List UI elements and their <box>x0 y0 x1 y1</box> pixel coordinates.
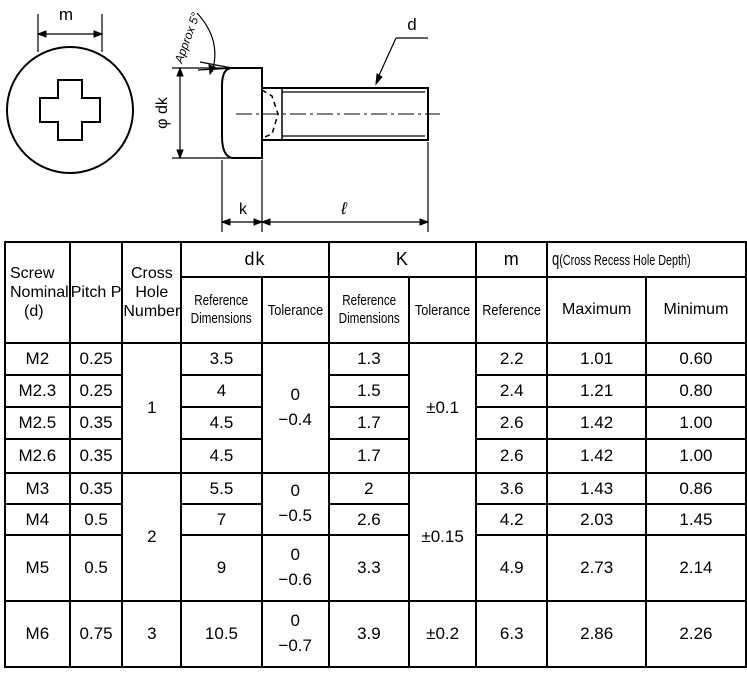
cell-dk: 5.5 <box>181 473 261 504</box>
cell-m: 2.6 <box>476 407 547 439</box>
cell-nominal: M2 <box>5 343 70 375</box>
cell-pitch: 0.35 <box>70 407 123 439</box>
cell-q-min: 1.00 <box>646 439 746 473</box>
cell-q-min: 2.26 <box>646 601 746 667</box>
screw-side-view <box>172 13 440 232</box>
cell-k: 3.9 <box>329 601 409 667</box>
dk-dimension-label: φ dk <box>154 97 171 129</box>
header-m-reference-text: Reference <box>482 302 542 320</box>
header-q-minimum: Minimum <box>646 277 746 343</box>
cell-pitch: 0.5 <box>70 504 123 535</box>
cell-q-max: 1.43 <box>547 473 646 504</box>
cell-q-max: 2.03 <box>547 504 646 535</box>
cell-dk: 9 <box>181 535 261 601</box>
header-k-reference-line1: Reference <box>341 292 396 310</box>
cell-nominal: M5 <box>5 535 70 601</box>
cell-pitch: 0.35 <box>70 439 123 473</box>
cell-q-max: 2.86 <box>547 601 646 667</box>
header-q <box>547 242 746 277</box>
header-screw-nominal <box>5 242 70 343</box>
cell-dk-tolerance-upper: 0 <box>290 481 300 501</box>
header-m-reference <box>476 277 547 343</box>
cell-dk: 4 <box>181 375 261 407</box>
cell-dk-tolerance-lower: −0.5 <box>278 506 312 525</box>
cell-nominal: M3 <box>5 473 70 504</box>
cell-k-tolerance: ±0.15 <box>409 473 476 601</box>
cell-q-min: 2.14 <box>646 535 746 601</box>
cell-nominal: M4 <box>5 504 70 535</box>
cell-dk: 10.5 <box>181 601 261 667</box>
table-row <box>5 439 746 473</box>
cell-pitch: 0.25 <box>70 343 123 375</box>
cell-pitch: 0.5 <box>70 535 123 601</box>
cell-k: 1.3 <box>329 343 409 375</box>
header-dk-tolerance <box>262 277 329 343</box>
cell-k: 2 <box>329 473 409 504</box>
cell-m: 4.9 <box>476 535 547 601</box>
cell-q-max: 1.21 <box>547 375 646 407</box>
cell-dk: 3.5 <box>181 343 261 375</box>
cell-dk: 7 <box>181 504 261 535</box>
header-cross-hole <box>122 242 181 343</box>
cell-k: 2.6 <box>329 504 409 535</box>
cell-m: 2.4 <box>476 375 547 407</box>
cell-k: 1.7 <box>329 439 409 473</box>
m-dimension-label: m <box>58 5 74 24</box>
cell-dk-tolerance-lower: −0.7 <box>278 636 312 655</box>
cell-dk-tolerance <box>262 473 329 535</box>
cell-m: 4.2 <box>476 504 547 535</box>
header-k-reference <box>329 277 409 343</box>
cell-q-max: 1.42 <box>547 439 646 473</box>
cell-q-max: 2.73 <box>547 535 646 601</box>
header-m: m <box>476 242 547 277</box>
cell-pitch: 0.25 <box>70 375 123 407</box>
dimension-table <box>4 241 747 668</box>
header-q-note: (Cross Recess Hole Depth) <box>559 252 691 270</box>
cell-q-min: 1.00 <box>646 407 746 439</box>
cell-dk-tolerance <box>262 601 329 667</box>
cell-nominal: M2.6 <box>5 439 70 473</box>
l-dimension-label: ℓ <box>341 199 347 218</box>
cell-m: 3.6 <box>476 473 547 504</box>
cell-dk-tolerance <box>262 535 329 601</box>
cell-k: 1.5 <box>329 375 409 407</box>
header-q-text <box>552 248 691 271</box>
cell-dk-tolerance-lower: −0.6 <box>278 570 312 589</box>
cell-q-min: 1.45 <box>646 504 746 535</box>
cell-pitch: 0.75 <box>70 601 123 667</box>
cell-dk: 4.5 <box>181 407 261 439</box>
header-cross-hole-line2: Hole <box>135 283 169 301</box>
header-q-symbol: q <box>552 249 560 270</box>
cell-pitch: 0.35 <box>70 473 123 504</box>
cell-cross-hole: 3 <box>122 601 181 667</box>
table-row <box>5 407 746 439</box>
cell-cross-hole: 1 <box>122 343 181 473</box>
table-row <box>5 375 746 407</box>
cell-dk: 4.5 <box>181 439 261 473</box>
header-q-maximum: Maximum <box>547 277 646 343</box>
header-dk-reference-line1: Reference <box>194 292 249 310</box>
cell-m: 2.6 <box>476 439 547 473</box>
cell-dk-tolerance-upper: 0 <box>290 545 300 565</box>
header-cross-hole-line1: Cross <box>130 264 173 282</box>
table-row <box>5 343 746 375</box>
cell-nominal: M2.3 <box>5 375 70 407</box>
cell-m: 2.2 <box>476 343 547 375</box>
header-pitch: Pitch P <box>70 242 123 343</box>
cell-dk-tolerance <box>262 343 329 473</box>
table-row <box>5 504 746 535</box>
cell-q-min: 0.86 <box>646 473 746 504</box>
cell-k-tolerance: ±0.2 <box>409 601 476 667</box>
cell-q-max: 1.42 <box>547 407 646 439</box>
screw-drawing <box>0 0 700 240</box>
cell-dk-tolerance-lower: −0.4 <box>278 410 312 429</box>
header-dk-tolerance-text: Tolerance <box>267 302 323 320</box>
cell-nominal: M6 <box>5 601 70 667</box>
cell-nominal: M2.5 <box>5 407 70 439</box>
header-screw-nominal-line1: Screw <box>10 264 55 282</box>
approx-angle-label: Approx 5° <box>171 10 203 66</box>
cell-dk-tolerance-upper: 0 <box>290 611 300 631</box>
cell-k: 1.7 <box>329 407 409 439</box>
cell-dk-tolerance-upper: 0 <box>290 385 300 405</box>
header-k-reference-line2: Dimensions <box>338 309 400 327</box>
table-row <box>5 473 746 504</box>
cell-q-min: 0.60 <box>646 343 746 375</box>
header-k-tolerance-text: Tolerance <box>414 302 471 320</box>
cell-q-min: 0.80 <box>646 375 746 407</box>
cell-q-max: 1.01 <box>547 343 646 375</box>
cell-cross-hole: 2 <box>122 473 181 601</box>
header-dk-reference-line2: Dimensions <box>190 309 253 327</box>
cell-k-tolerance: ±0.1 <box>409 343 476 473</box>
header-dk: dk <box>181 242 328 277</box>
header-k-tolerance <box>409 277 476 343</box>
header-screw-nominal-line2: Nominal <box>10 283 69 301</box>
header-k: K <box>329 242 476 277</box>
header-dk-reference-text <box>191 292 252 327</box>
cell-k: 3.3 <box>329 535 409 601</box>
dimension-table-wrapper <box>4 241 747 668</box>
table-row <box>5 601 746 667</box>
header-dk-reference <box>181 277 261 343</box>
d-dimension-label: d <box>407 15 417 34</box>
cross-recess-icon <box>40 80 100 140</box>
head-top-view <box>7 14 133 173</box>
k-dimension-label: k <box>239 201 247 218</box>
cell-m: 6.3 <box>476 601 547 667</box>
header-k-reference-text <box>338 292 399 327</box>
header-screw-nominal-line3: (d) <box>24 303 44 321</box>
header-cross-hole-line3: Number <box>123 303 181 321</box>
table-row <box>5 535 746 601</box>
